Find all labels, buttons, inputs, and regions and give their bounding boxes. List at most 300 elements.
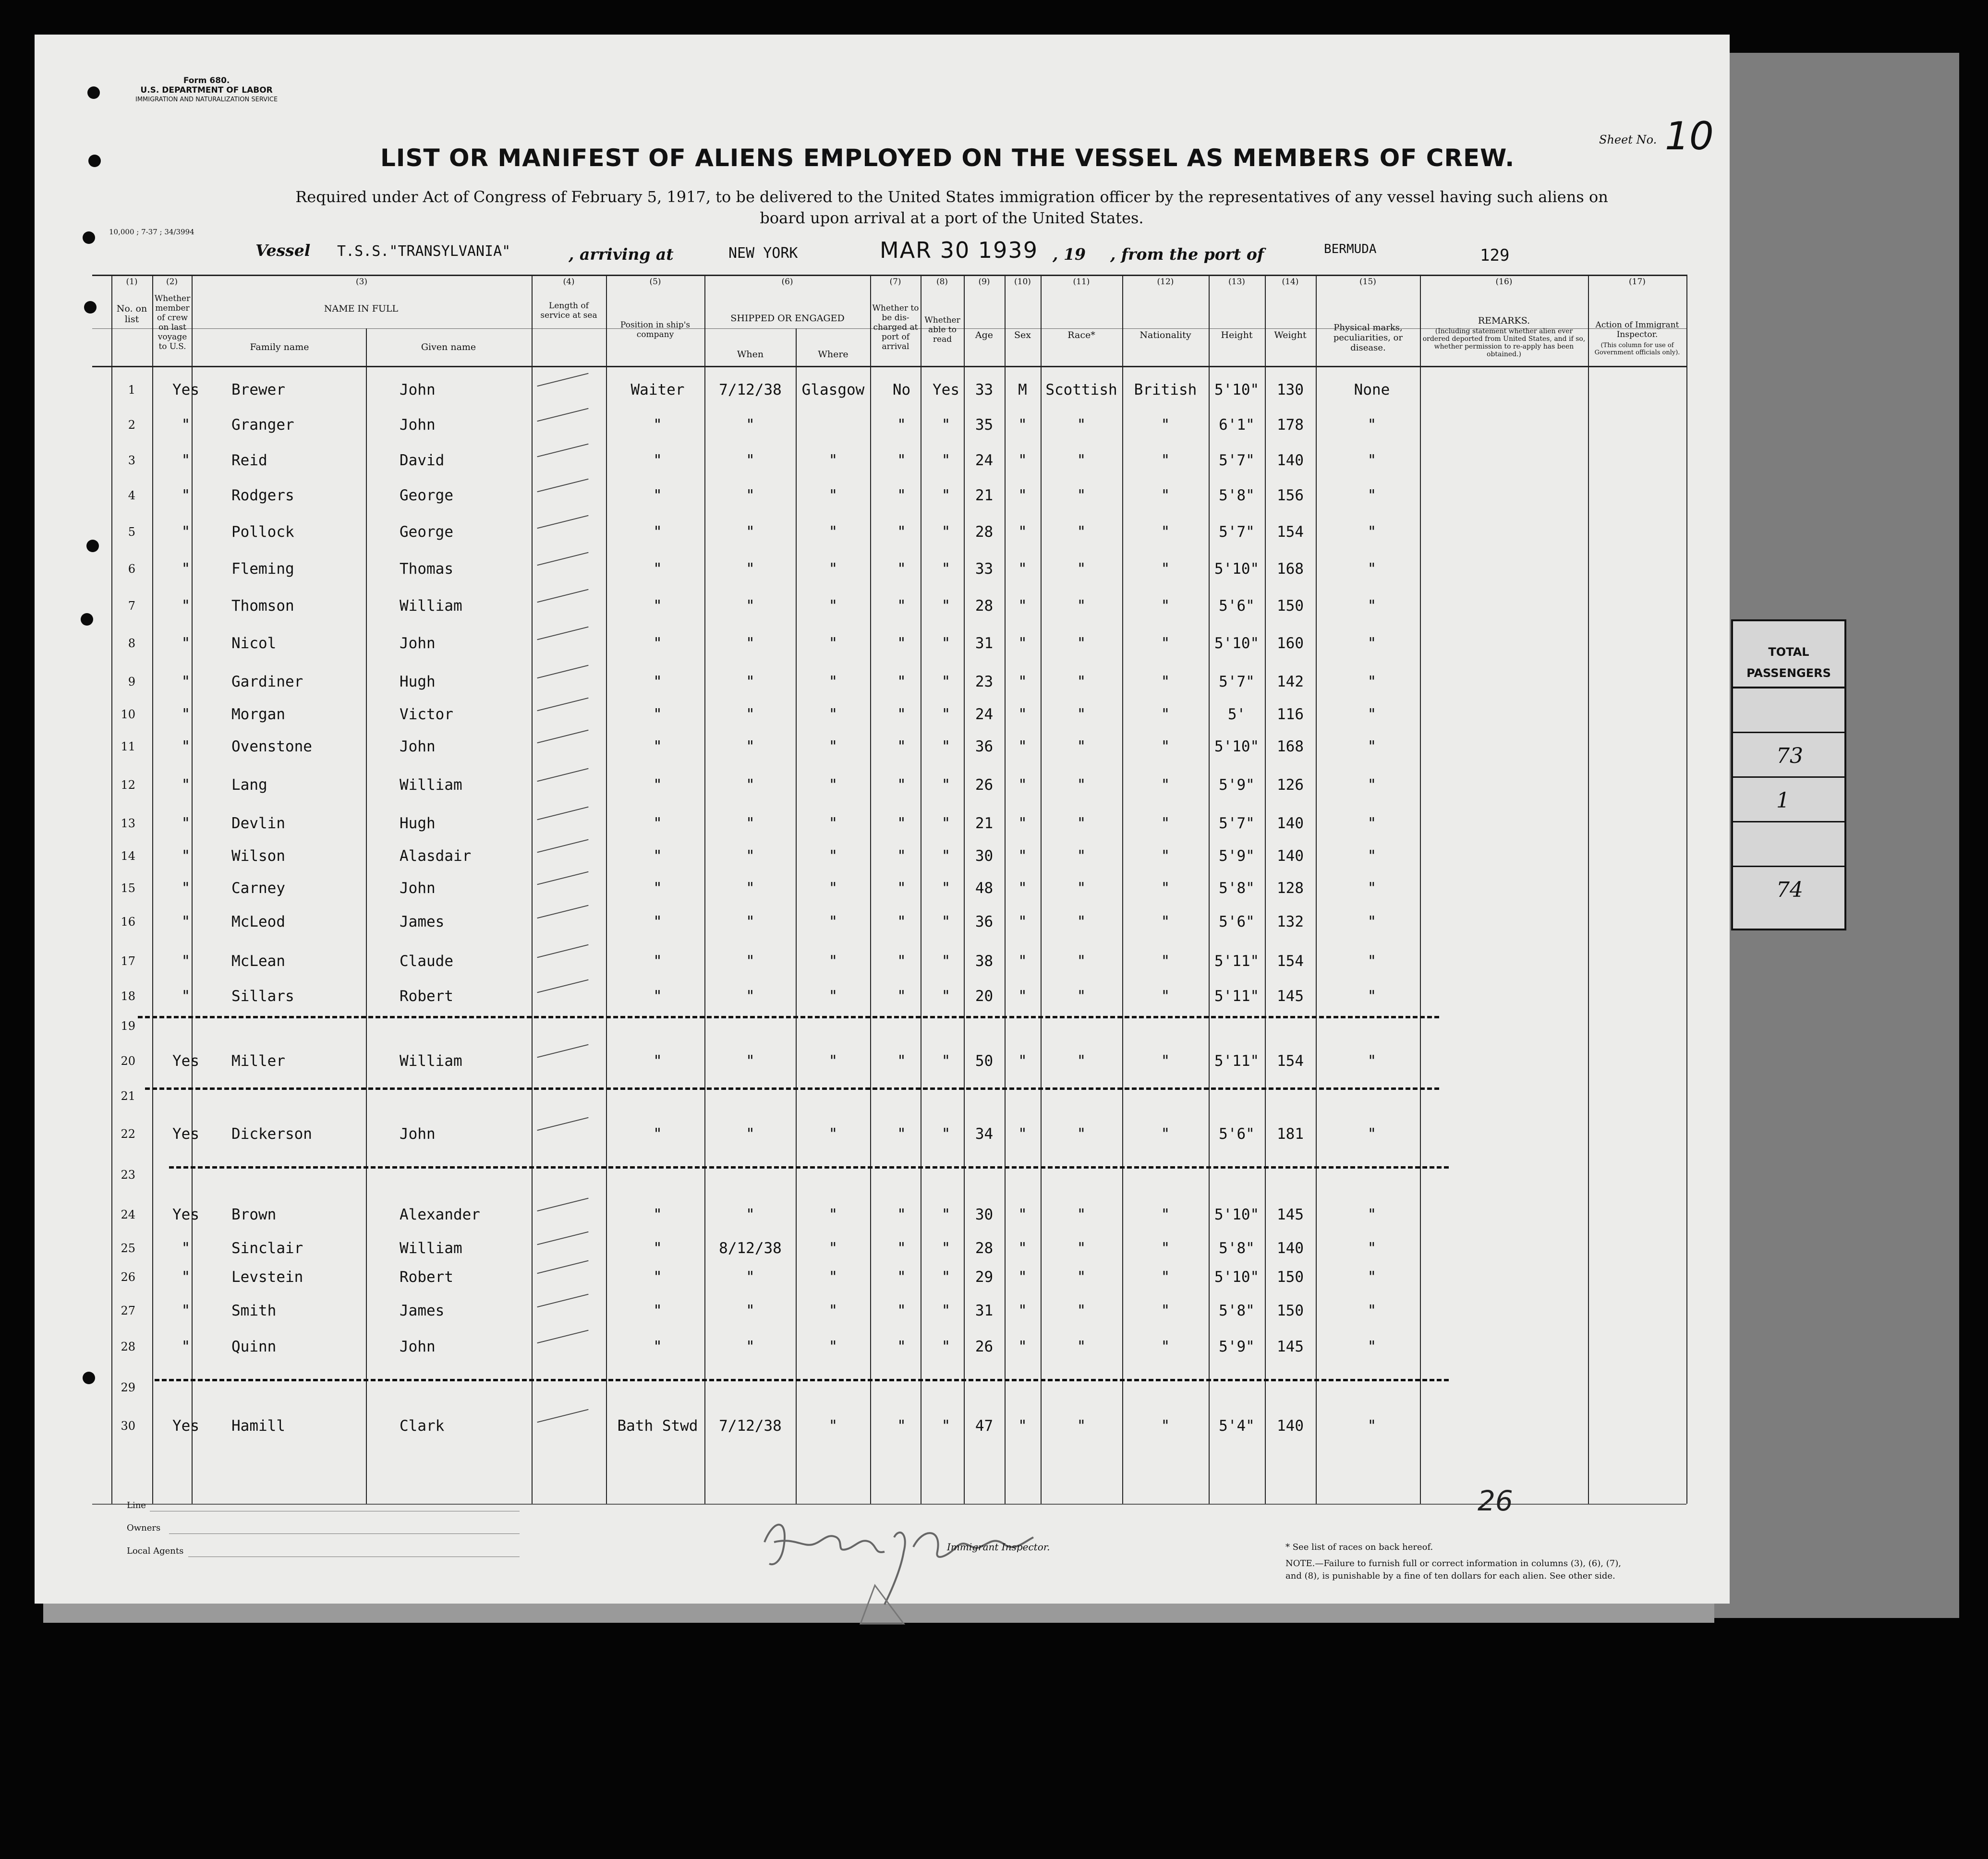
cell-where: " xyxy=(828,913,838,930)
cell-nationality: " xyxy=(1161,913,1170,930)
cell-member: " xyxy=(181,1268,191,1286)
cell-given: Alasdair xyxy=(400,847,472,865)
cell-position: " xyxy=(653,1240,662,1257)
cell-read: " xyxy=(941,815,951,832)
col-number: (2) xyxy=(166,277,178,287)
cell-where: " xyxy=(828,1268,838,1286)
cell-race: " xyxy=(1077,1052,1086,1070)
row-number: 2 xyxy=(128,418,135,432)
cell-when: 7/12/38 xyxy=(719,381,782,398)
cell-nationality: " xyxy=(1161,560,1170,578)
cell-read: " xyxy=(941,487,951,504)
cell-age: 31 xyxy=(975,635,994,652)
cell-position: " xyxy=(653,776,662,794)
header-race: Race* xyxy=(1067,330,1095,340)
row-number: 4 xyxy=(128,489,135,502)
cell-discharged: " xyxy=(897,560,906,578)
check-tick-mark xyxy=(537,479,588,493)
cell-age: 28 xyxy=(975,1240,994,1257)
cell-weight: 140 xyxy=(1277,815,1304,832)
cell-when: " xyxy=(746,635,755,652)
cell-race: " xyxy=(1077,776,1086,794)
cell-member: Yes xyxy=(172,1125,199,1143)
cell-position: " xyxy=(653,1125,662,1143)
footer-line-label: Line xyxy=(127,1500,146,1510)
col-number: (12) xyxy=(1157,277,1174,287)
cell-sex: " xyxy=(1018,776,1027,794)
punch-hole xyxy=(87,86,100,99)
arrival-date-stamp: MAR 30 1939 xyxy=(880,237,1038,263)
cell-when: " xyxy=(746,1302,755,1319)
cell-position: " xyxy=(653,880,662,897)
cell-weight: 140 xyxy=(1277,847,1304,865)
cell-age: 24 xyxy=(975,452,994,469)
cell-family: Miller xyxy=(231,1052,285,1070)
cell-discharged: " xyxy=(897,635,906,652)
col-number: (15) xyxy=(1359,277,1376,287)
header-bottom-rule xyxy=(92,366,1686,367)
cell-weight: 128 xyxy=(1277,880,1304,897)
cell-read: " xyxy=(941,1052,951,1070)
row-number: 15 xyxy=(121,881,135,895)
row-number: 17 xyxy=(121,954,135,968)
cell-nationality: " xyxy=(1161,1206,1170,1223)
cell-age: 30 xyxy=(975,1206,994,1223)
cell-sex: " xyxy=(1018,1338,1027,1355)
cell-given: John xyxy=(400,880,436,897)
cell-sex: " xyxy=(1018,1302,1027,1319)
cell-member: " xyxy=(181,1302,191,1319)
cell-position: " xyxy=(653,1302,662,1319)
cell-member: " xyxy=(181,487,191,504)
cell-position: " xyxy=(653,953,662,970)
cell-read: " xyxy=(941,880,951,897)
cell-age: 34 xyxy=(975,1125,994,1143)
cell-discharged: " xyxy=(897,1338,906,1355)
cell-when: " xyxy=(746,1338,755,1355)
cell-discharged: " xyxy=(897,1052,906,1070)
cell-nationality: " xyxy=(1161,988,1170,1005)
header-discharged: Whether to be dis-charged at port of arrival xyxy=(872,303,919,351)
cell-when: " xyxy=(746,953,755,970)
cell-height: 5'7" xyxy=(1219,523,1255,541)
cell-given: Clark xyxy=(400,1417,445,1435)
cell-physical: " xyxy=(1367,1338,1377,1355)
cell-read: " xyxy=(941,1417,951,1435)
cell-when: " xyxy=(746,1052,755,1070)
void-line-divider xyxy=(155,1379,1449,1381)
cell-member: Yes xyxy=(172,1052,199,1070)
cell-member: " xyxy=(181,452,191,469)
col-number: (1) xyxy=(126,277,138,287)
cell-weight: 145 xyxy=(1277,988,1304,1005)
cell-when: 8/12/38 xyxy=(719,1240,782,1257)
cell-given: Claude xyxy=(400,953,453,970)
cell-nationality: " xyxy=(1161,1302,1170,1319)
cell-member: Yes xyxy=(172,381,199,398)
cell-where: " xyxy=(828,1338,838,1355)
header-where: Where xyxy=(818,349,849,360)
cell-sex: " xyxy=(1018,1052,1027,1070)
cell-where: " xyxy=(828,880,838,897)
header-length-service: Length of service at sea xyxy=(540,301,597,320)
cell-age: 28 xyxy=(975,523,994,541)
cell-when: " xyxy=(746,1206,755,1223)
cell-physical: " xyxy=(1367,597,1377,615)
row-number: 6 xyxy=(128,562,135,576)
check-tick-mark xyxy=(537,944,588,958)
column-rule xyxy=(870,275,871,1504)
cell-age: 28 xyxy=(975,597,994,615)
cell-when: " xyxy=(746,847,755,865)
cell-read: " xyxy=(941,673,951,690)
cell-family: Lang xyxy=(231,776,267,794)
cell-weight: 150 xyxy=(1277,597,1304,615)
cell-where: " xyxy=(828,1240,838,1257)
header-action-inspector: Action of Immigrant Inspector. xyxy=(1595,320,1679,339)
header-whether-member: Whether member of crew on last voyage to U.S. xyxy=(154,294,191,351)
cell-member: " xyxy=(181,1240,191,1257)
cell-where: " xyxy=(828,1302,838,1319)
cell-given: Robert xyxy=(400,1268,453,1286)
cell-given: James xyxy=(400,1302,445,1319)
col-number: (4) xyxy=(563,277,575,287)
col-number: (11) xyxy=(1073,277,1090,287)
check-tick-mark xyxy=(537,627,588,640)
void-line-divider xyxy=(169,1166,1449,1169)
cell-discharged: " xyxy=(897,880,906,897)
cell-physical: " xyxy=(1367,635,1377,652)
cell-where: " xyxy=(828,673,838,690)
cell-position: " xyxy=(653,452,662,469)
cell-sex: " xyxy=(1018,815,1027,832)
cell-discharged: " xyxy=(897,673,906,690)
cell-family: Dickerson xyxy=(231,1125,312,1143)
col-number: (3) xyxy=(355,277,368,287)
cell-sex: " xyxy=(1018,1125,1027,1143)
cell-nationality: " xyxy=(1161,416,1170,434)
cell-given: George xyxy=(400,487,453,504)
cell-when: " xyxy=(746,706,755,723)
cell-height: 5'7" xyxy=(1219,452,1255,469)
cell-weight: 154 xyxy=(1277,1052,1304,1070)
cell-position: " xyxy=(653,706,662,723)
cell-family: Pollock xyxy=(231,523,294,541)
cell-member: " xyxy=(181,988,191,1005)
cell-given: John xyxy=(400,381,436,398)
cell-nationality: " xyxy=(1161,776,1170,794)
cell-physical: " xyxy=(1367,776,1377,794)
tally-value: 73 xyxy=(1776,744,1803,768)
cell-weight: 140 xyxy=(1277,1240,1304,1257)
cell-when: " xyxy=(746,560,755,578)
col-number: (13) xyxy=(1228,277,1245,287)
cell-read: " xyxy=(941,635,951,652)
punch-hole xyxy=(84,301,97,314)
cell-physical: " xyxy=(1367,880,1377,897)
check-tick-mark xyxy=(537,839,588,853)
cell-sex: " xyxy=(1018,1240,1027,1257)
from-port: BERMUDA xyxy=(1324,242,1377,256)
tally-row xyxy=(1733,733,1844,778)
check-tick-mark xyxy=(537,768,588,782)
header-sex: Sex xyxy=(1014,330,1031,340)
tally-row xyxy=(1733,688,1844,733)
check-tick-mark xyxy=(537,698,588,712)
cell-member: " xyxy=(181,673,191,690)
service-name: IMMIGRATION AND NATURALIZATION SERVICE xyxy=(135,96,278,103)
header-when: When xyxy=(737,349,764,360)
cell-height: 5'7" xyxy=(1219,815,1255,832)
cell-race: " xyxy=(1077,847,1086,865)
cell-read: " xyxy=(941,988,951,1005)
tally-row xyxy=(1733,867,1844,910)
row-number: 25 xyxy=(121,1242,135,1255)
cell-when: " xyxy=(746,988,755,1005)
cell-member: " xyxy=(181,523,191,541)
cell-when: " xyxy=(746,487,755,504)
check-tick-mark xyxy=(537,665,588,679)
cell-read: " xyxy=(941,913,951,930)
col-number: (5) xyxy=(649,277,661,287)
inspector-signature xyxy=(755,1509,1053,1633)
punch-hole xyxy=(88,155,101,167)
cell-where: " xyxy=(828,597,838,615)
row-number: 18 xyxy=(121,990,135,1003)
cell-race: " xyxy=(1077,1417,1086,1435)
penalty-note: NOTE.—Failure to furnish full or correct information in columns (3), (6), (7), and (8), is punishable by a fine of ten dollars for each alien. See other side. xyxy=(1285,1558,1621,1581)
cell-age: 33 xyxy=(975,560,994,578)
cell-race: " xyxy=(1077,487,1086,504)
cell-read: " xyxy=(941,953,951,970)
cell-age: 35 xyxy=(975,416,994,434)
check-tick-mark xyxy=(537,408,588,422)
form-number: Form 680. xyxy=(183,76,230,85)
cell-race: " xyxy=(1077,560,1086,578)
cell-discharged: " xyxy=(897,706,906,723)
cell-when: " xyxy=(746,452,755,469)
cell-member: Yes xyxy=(172,1206,199,1223)
cell-member: " xyxy=(181,880,191,897)
cell-family: Ovenstone xyxy=(231,738,312,755)
cell-race: " xyxy=(1077,673,1086,690)
cell-member: " xyxy=(181,913,191,930)
footer-owners-label: Owners xyxy=(127,1523,161,1533)
cell-nationality: " xyxy=(1161,1240,1170,1257)
check-tick-mark xyxy=(537,905,588,919)
cell-family: McLean xyxy=(231,953,285,970)
cell-where: " xyxy=(828,776,838,794)
cell-nationality: " xyxy=(1161,1417,1170,1435)
cell-sex: " xyxy=(1018,487,1027,504)
cell-race: " xyxy=(1077,815,1086,832)
cell-member: " xyxy=(181,706,191,723)
col-number: (10) xyxy=(1014,277,1031,287)
department-name: U.S. DEPARTMENT OF LABOR xyxy=(140,85,273,95)
manifest-sheet xyxy=(35,35,1730,1604)
cell-when: 7/12/38 xyxy=(719,1417,782,1435)
cell-nationality: " xyxy=(1161,635,1170,652)
cell-race: " xyxy=(1077,452,1086,469)
cell-physical: " xyxy=(1367,452,1377,469)
row-number: 13 xyxy=(121,817,135,830)
col-number: (17) xyxy=(1629,277,1646,287)
cell-position: Waiter xyxy=(630,381,685,398)
cell-race: " xyxy=(1077,1268,1086,1286)
cell-member: " xyxy=(181,1338,191,1355)
cell-physical: " xyxy=(1367,560,1377,578)
cell-read: " xyxy=(941,1338,951,1355)
cell-when: " xyxy=(746,673,755,690)
cell-physical: " xyxy=(1367,1206,1377,1223)
check-tick-mark xyxy=(537,1044,588,1058)
cell-weight: 168 xyxy=(1277,560,1304,578)
cell-position: " xyxy=(653,523,662,541)
cell-when: " xyxy=(746,880,755,897)
cell-given: David xyxy=(400,452,445,469)
cell-member: " xyxy=(181,738,191,755)
check-tick-mark xyxy=(537,515,588,529)
cell-position: " xyxy=(653,815,662,832)
cell-read: " xyxy=(941,523,951,541)
cell-position: " xyxy=(653,487,662,504)
vessel-line xyxy=(35,237,1730,270)
cell-family: Wilson xyxy=(231,847,285,865)
cell-nationality: British xyxy=(1134,381,1197,398)
cell-family: Quinn xyxy=(231,1338,277,1355)
tally-header: TOTAL PASSENGERS xyxy=(1733,621,1844,688)
cell-race: " xyxy=(1077,1302,1086,1319)
arriving-label: , arriving at xyxy=(569,245,674,264)
cell-sex: " xyxy=(1018,1268,1027,1286)
cell-read: " xyxy=(941,597,951,615)
cell-weight: 145 xyxy=(1277,1338,1304,1355)
cell-height: 5'8" xyxy=(1219,1302,1255,1319)
cell-nationality: " xyxy=(1161,706,1170,723)
check-tick-mark xyxy=(537,1117,588,1131)
cell-given: John xyxy=(400,416,436,434)
cell-position: " xyxy=(653,1052,662,1070)
cell-given: Thomas xyxy=(400,560,453,578)
cell-given: Alexander xyxy=(400,1206,480,1223)
cell-position: " xyxy=(653,988,662,1005)
cell-given: William xyxy=(400,1240,462,1257)
cell-where: " xyxy=(828,706,838,723)
inspector-caption: Immigrant Inspector. xyxy=(947,1541,1050,1553)
cell-position: " xyxy=(653,416,662,434)
cell-height: 5'11" xyxy=(1214,953,1260,970)
cell-age: 47 xyxy=(975,1417,994,1435)
cell-given: Victor xyxy=(400,706,453,723)
header-nationality: Nationality xyxy=(1139,330,1191,340)
cell-height: 5'10" xyxy=(1214,635,1260,652)
col-number: (6) xyxy=(781,277,793,287)
cell-given: James xyxy=(400,913,445,930)
tally-value: 1 xyxy=(1776,788,1790,813)
header-position: Position in ship's company xyxy=(620,320,691,339)
cell-family: Sinclair xyxy=(231,1240,303,1257)
form-header-block xyxy=(135,76,278,105)
row-number: 1 xyxy=(128,383,135,397)
cell-sex: " xyxy=(1018,880,1027,897)
from-port-label: , from the port of xyxy=(1110,245,1264,264)
cell-weight: 140 xyxy=(1277,452,1304,469)
cell-weight: 150 xyxy=(1277,1268,1304,1286)
cell-position: Bath Stwd xyxy=(617,1417,698,1435)
check-tick-mark xyxy=(537,1294,588,1308)
cell-height: 5'9" xyxy=(1219,847,1255,865)
cell-age: 31 xyxy=(975,1302,994,1319)
cell-member: " xyxy=(181,597,191,615)
column-rule xyxy=(1588,275,1589,1504)
cell-member: " xyxy=(181,416,191,434)
cell-height: 5'8" xyxy=(1219,880,1255,897)
header-height: Height xyxy=(1221,330,1253,340)
row-number: 26 xyxy=(121,1270,135,1284)
cell-family: Granger xyxy=(231,416,294,434)
row-number: 12 xyxy=(121,778,135,792)
cell-discharged: " xyxy=(897,1417,906,1435)
cell-family: Brewer xyxy=(231,381,285,398)
cell-nationality: " xyxy=(1161,452,1170,469)
check-tick-mark xyxy=(537,979,588,993)
header-physical-marks: Physical marks, peculiarities, or disease. xyxy=(1333,323,1403,353)
cell-family: Hamill xyxy=(231,1417,285,1435)
cell-height: 5'10" xyxy=(1214,560,1260,578)
cell-weight: 154 xyxy=(1277,953,1304,970)
cell-weight: 140 xyxy=(1277,1417,1304,1435)
cell-where: " xyxy=(828,1125,838,1143)
cell-position: " xyxy=(653,1268,662,1286)
column-rule xyxy=(796,328,797,1504)
cell-sex: " xyxy=(1018,988,1027,1005)
cell-discharged: " xyxy=(897,953,906,970)
cell-race: " xyxy=(1077,953,1086,970)
cell-where: " xyxy=(828,452,838,469)
cell-age: 20 xyxy=(975,988,994,1005)
cell-sex: " xyxy=(1018,635,1027,652)
check-tick-mark xyxy=(537,552,588,566)
col-number: (9) xyxy=(978,277,990,287)
cell-age: 33 xyxy=(975,381,994,398)
cell-read: " xyxy=(941,776,951,794)
cell-when: " xyxy=(746,416,755,434)
cell-sex: " xyxy=(1018,953,1027,970)
cell-member: " xyxy=(181,776,191,794)
page-subtitle: Required under Act of Congress of February 5, 1917, to be delivered to the United States immigration officer by the representatives of any vessel having such aliens on board upon arrival at a port of the United States. xyxy=(295,188,1608,227)
cell-sex: " xyxy=(1018,452,1027,469)
cell-physical: " xyxy=(1367,1125,1377,1143)
cell-read: " xyxy=(941,1268,951,1286)
cell-age: 29 xyxy=(975,1268,994,1286)
check-tick-mark xyxy=(537,1330,588,1344)
cell-nationality: " xyxy=(1161,953,1170,970)
cell-family: Devlin xyxy=(231,815,285,832)
cell-where: " xyxy=(828,953,838,970)
column-rule xyxy=(152,275,153,1504)
cell-height: 5'8" xyxy=(1219,487,1255,504)
cell-given: John xyxy=(400,1125,436,1143)
cell-sex: M xyxy=(1018,381,1027,398)
page-title: LIST OR MANIFEST OF ALIENS EMPLOYED ON THE VESSEL AS MEMBERS OF CREW. xyxy=(380,144,1515,172)
cell-discharged: " xyxy=(897,416,906,434)
cell-position: " xyxy=(653,913,662,930)
cell-given: John xyxy=(400,1338,436,1355)
col-number: (7) xyxy=(889,277,901,287)
cell-height: 6'1" xyxy=(1219,416,1255,434)
cell-family: Nicol xyxy=(231,635,277,652)
tally-value: 74 xyxy=(1776,878,1803,902)
